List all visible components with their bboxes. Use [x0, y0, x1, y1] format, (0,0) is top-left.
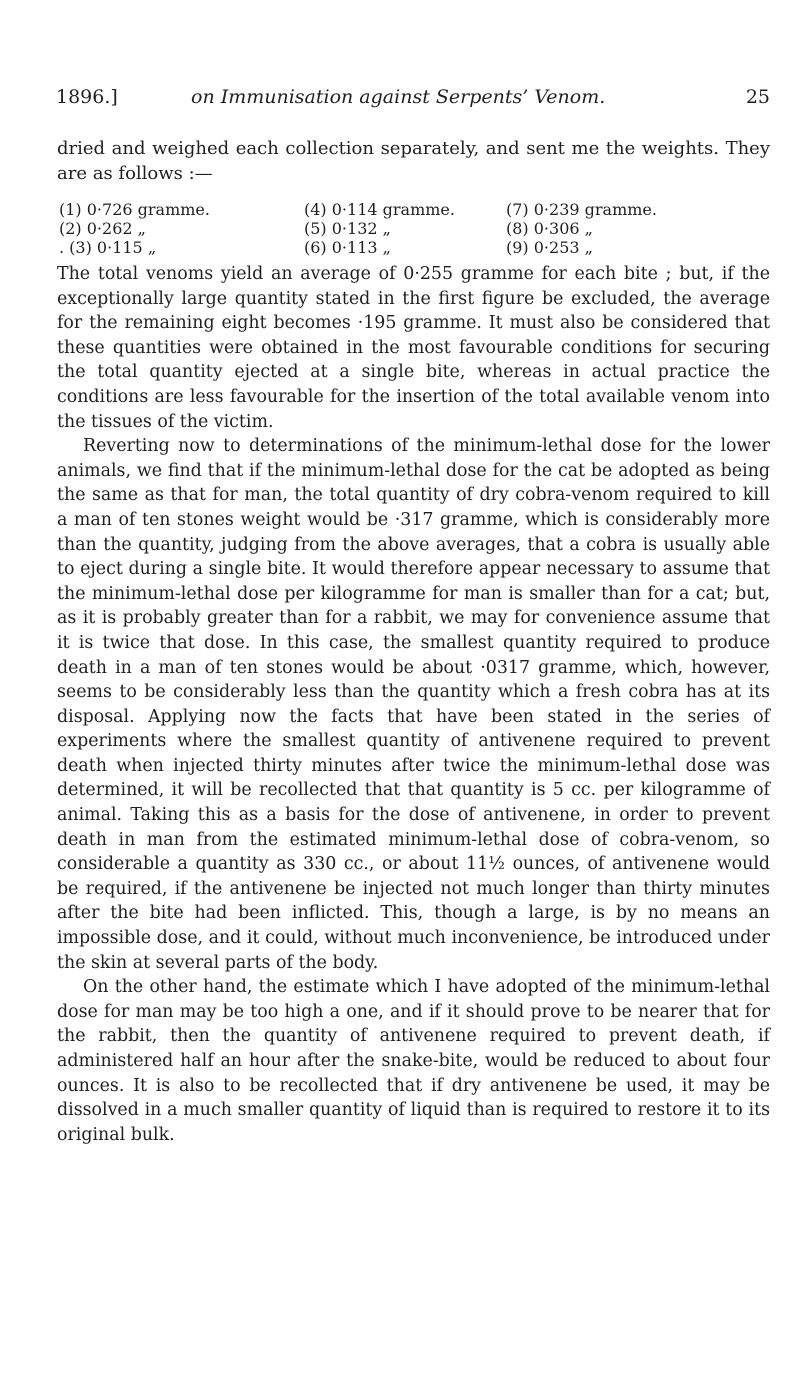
running-head-title: on Immunisation against Serpents’ Venom.	[191, 86, 606, 108]
intro-paragraph: dried and weighed each collection separately, and sent me the weights. They are as follows :—	[57, 138, 770, 184]
weight-entry: (4) 0·114 gramme.	[304, 200, 455, 219]
paragraph-total-venoms: The total venoms yield an average of 0·255 gramme for each bite ; but, if the exceptionally large quantity stated in the first figure be excluded, the average for the remaining eight becomes ·195 gramme. It must also be considered that these quantities were obtained in the most favourable conditions for securing the total quantity ejected at a single bite, whereas in actual practice the conditions are less favourable for the insertion of the total available venom into the tissues of the victim.	[57, 264, 770, 432]
weight-entry: (1) 0·726 gramme.	[59, 200, 210, 219]
weights-row	[59, 200, 770, 219]
weight-entry: (7) 0·239 gramme.	[506, 200, 657, 219]
weight-entry: (2) 0·262 „	[59, 219, 146, 238]
weight-entry: . (3) 0·115 „	[59, 238, 157, 257]
body-text	[57, 262, 770, 1147]
paragraph-minimum-lethal-dose: Reverting now to determinations of the minimum-lethal dose for the lower animals, we find that if the minimum-lethal dose for the cat be adopted as being the same as that for man, the total quantity of dry cobra-venom required to kill a man of ten stones weight would be ·317 gramme, which is considerably more than the quantity, judging from the above averages, that a cobra is usually able to eject during a single bite. It would therefore appear necessary to assume that the minimum-lethal dose per kilogramme for man is smaller than for a cat; but, as it is probably greater than for a rabbit, we may for convenience assume that it is twice that dose. In this case, the smallest quantity required to produce death in a man of ten stones would be about ·0317 gramme, which, however, seems to be considerably less than the quantity which a fresh cobra has at its disposal. Applying now the facts that have been stated in the series of experiments where the smallest quantity of antivenene required to prevent death when injected thirty minutes after twice the minimum-lethal dose was determined, it will be recollected that that quantity is 5 cc. per kilogramme of animal. Taking this as a basis for the dose of antivenene, in order to prevent death in man from the estimated minimum-lethal dose of cobra-venom, so considerable a quantity as 330 cc., or about 11½ ounces, of antivenene would be required, if the antivenene be injected not much longer than thirty minutes after the bite had been inflicted. This, though a large, is by no means an impossible dose, and it could, without much inconvenience, be introduced under the skin at several parts of the body.	[57, 436, 770, 973]
weights-table	[59, 200, 770, 257]
weight-entry: (8) 0·306 „	[506, 219, 593, 238]
weights-row	[59, 219, 770, 238]
page-number: 25	[745, 86, 770, 108]
weight-entry: (9) 0·253 „	[506, 238, 593, 257]
weights-row	[59, 238, 770, 257]
weight-entry: (5) 0·132 „	[304, 219, 391, 238]
running-head-year: 1896.]	[56, 86, 118, 108]
weight-entry: (6) 0·113 „	[304, 238, 391, 257]
paragraph-other-hand: On the other hand, the estimate which I have adopted of the minimum-lethal dose for man may be too high a one, and if it should prove to be nearer that for the rabbit, then the quantity of antivenene required to prevent death, if administered half an hour after the snake-bite, would be reduced to about four ounces. It is also to be recollected that if dry antivenene be used, it may be dissolved in a much smaller quantity of liquid than is required to restore it to its original bulk.	[57, 977, 770, 1145]
running-head	[56, 86, 770, 114]
